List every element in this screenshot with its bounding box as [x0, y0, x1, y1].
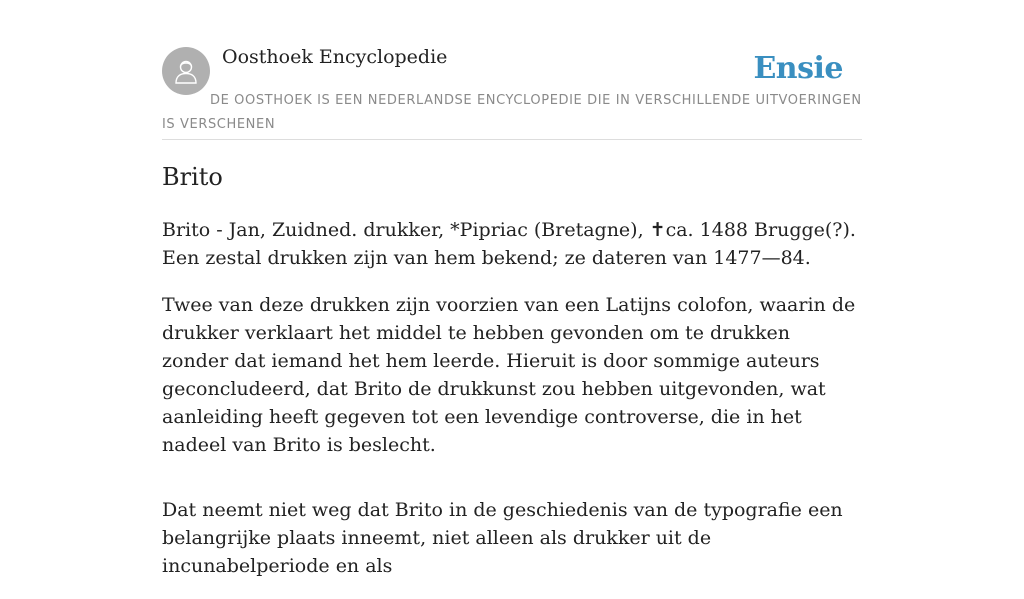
site-name[interactable]: Oosthoek Encyclopedie: [222, 46, 448, 68]
article-body: [162, 216, 862, 599]
user-silhouette-icon: [172, 57, 200, 85]
article-title: Brito: [162, 163, 223, 191]
article-paragraph: Dat neemt niet weg dat Brito in de geschiedenis van de typografie een belangrijke plaats inneemt, niet alleen als drukker uit de incunabelperiode en als: [162, 499, 843, 577]
article-paragraph: Brito - Jan, Zuidned. drukker, *Pipriac (Bretagne), ✝ca. 1488 Brugge(?). Een zestal drukken zijn van hem bekend; ze dateren van 1477—84.: [162, 219, 856, 269]
page-container: [162, 0, 862, 577]
avatar[interactable]: [162, 47, 210, 95]
article-paragraph: Twee van deze drukken zijn voorzien van een Latijns colofon, waarin de drukker verklaart het middel te hebben gevonden om te drukken zonder dat iemand het hem leerde. Hieruit is door sommige auteurs geconcludeerd, dat Brito de drukkunst zou hebben uitgevonden, wat aanleiding heeft gegeven tot een levendige controverse, die in het nadeel van Brito is beslecht.: [162, 294, 856, 456]
brand-logo[interactable]: Ensie: [753, 51, 843, 86]
page-header: [162, 0, 862, 140]
site-tagline: DE OOSTHOEK IS EEN NEDERLANDSE ENCYCLOPEDIE DIE IN VERSCHILLENDE UITVOERINGEN IS VERSCHENEN: [162, 93, 862, 132]
